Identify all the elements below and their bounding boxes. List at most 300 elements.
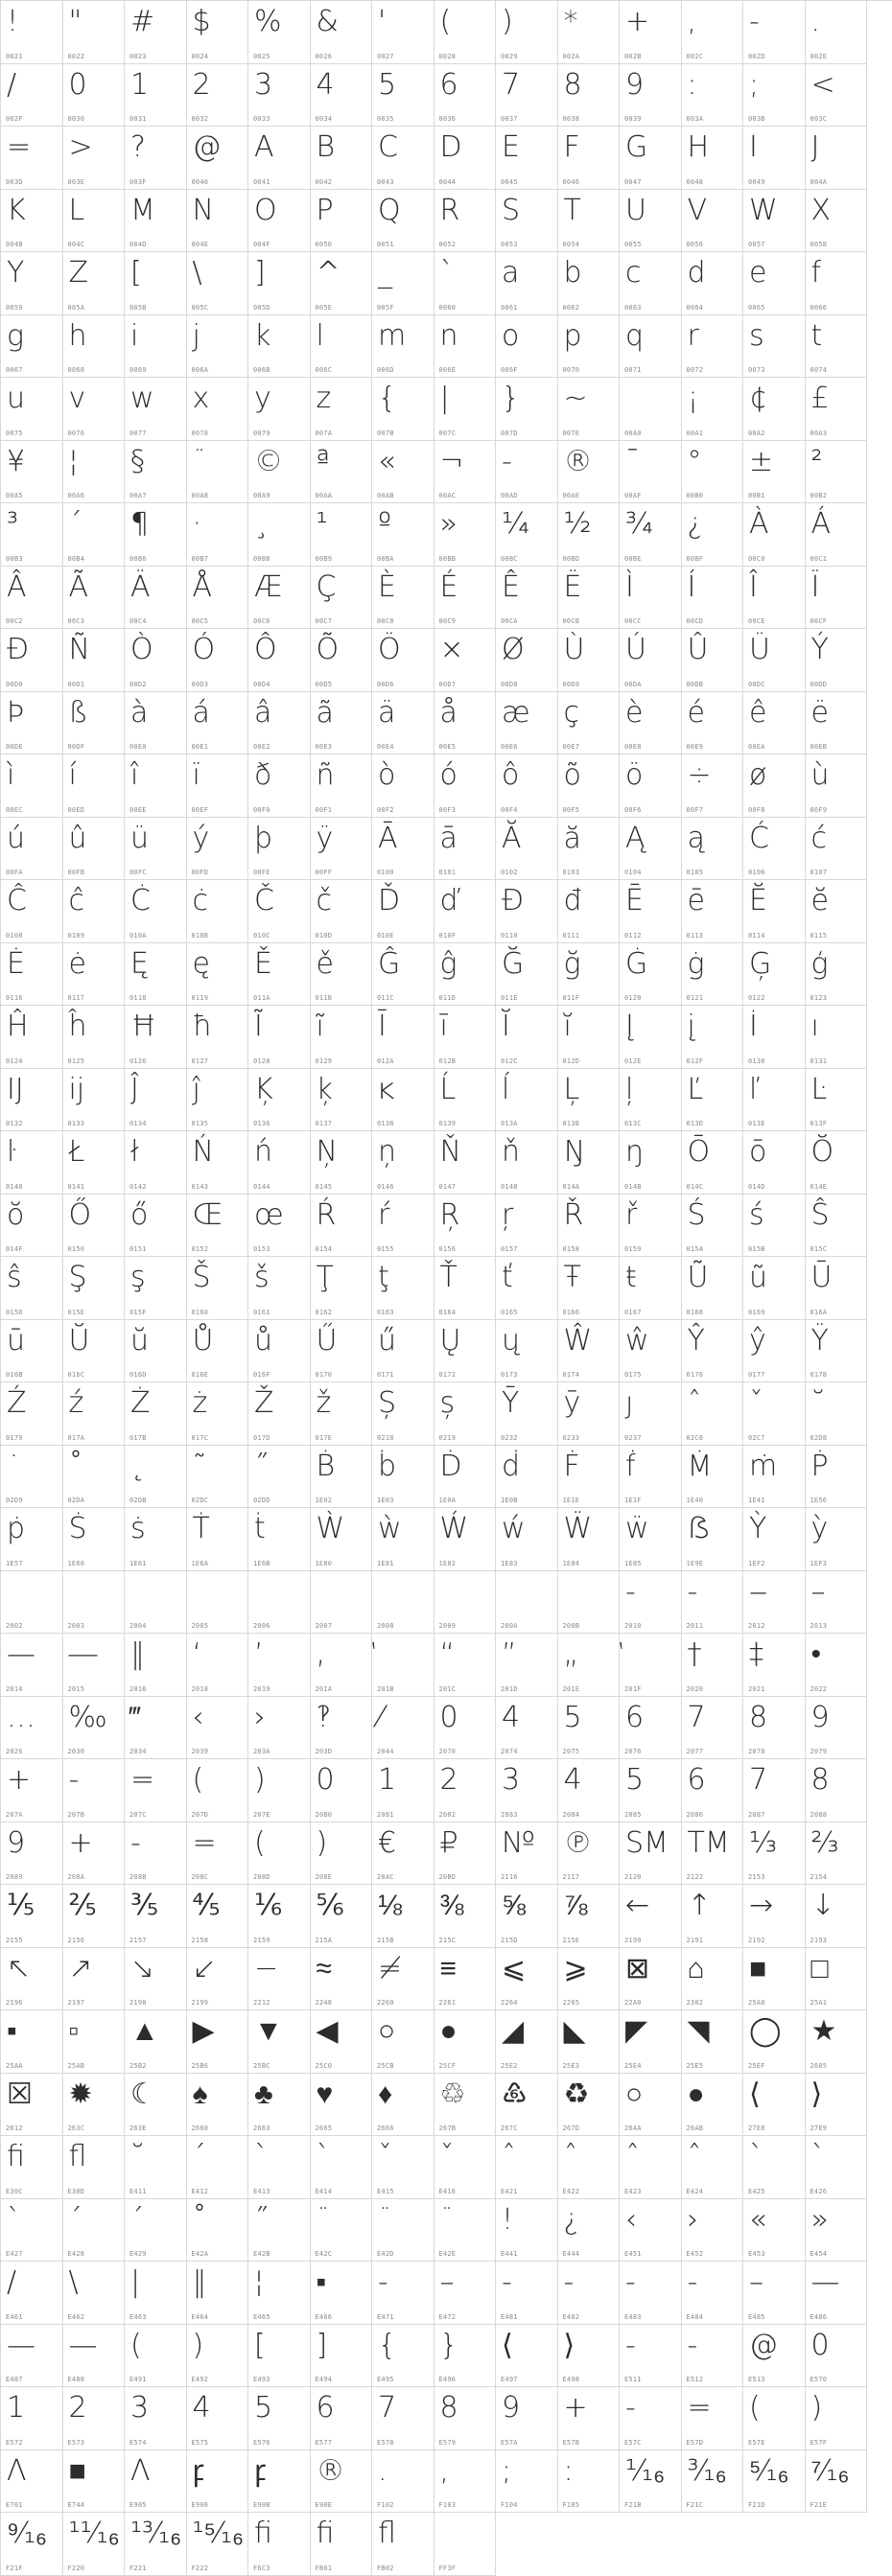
glyph-cell[interactable] [125, 754, 187, 818]
glyph-cell[interactable] [558, 1697, 621, 1760]
glyph-cell[interactable] [620, 880, 682, 943]
glyph-cell[interactable] [806, 2136, 868, 2199]
glyph-cell[interactable] [743, 1006, 806, 1069]
glyph-cell[interactable] [620, 127, 682, 190]
glyph-cell[interactable] [187, 1822, 249, 1886]
glyph-cell[interactable] [558, 1382, 621, 1446]
glyph-cell[interactable] [620, 378, 682, 441]
glyph-cell[interactable] [187, 1, 249, 64]
glyph-cell[interactable] [311, 629, 373, 692]
glyph-cell[interactable] [806, 190, 868, 253]
glyph-cell[interactable] [311, 1446, 373, 1509]
glyph-cell[interactable] [63, 567, 126, 630]
glyph-cell[interactable] [125, 1382, 187, 1446]
glyph-cell[interactable] [311, 1508, 373, 1571]
glyph-cell[interactable] [372, 378, 434, 441]
glyph-cell[interactable] [558, 880, 621, 943]
glyph-cell[interactable] [743, 880, 806, 943]
glyph-cell[interactable] [743, 818, 806, 881]
glyph-cell[interactable] [434, 629, 497, 692]
glyph-cell[interactable] [682, 567, 744, 630]
glyph-cell[interactable] [372, 692, 434, 755]
glyph-cell[interactable] [63, 2010, 126, 2074]
glyph-cell[interactable] [682, 2074, 744, 2137]
glyph-cell[interactable] [248, 2325, 311, 2388]
glyph-cell[interactable] [1, 2387, 63, 2450]
glyph-cell[interactable] [187, 2136, 249, 2199]
glyph-cell[interactable] [187, 2010, 249, 2074]
glyph-cell[interactable] [496, 1382, 558, 1446]
glyph-cell[interactable] [682, 1885, 744, 1948]
glyph-cell[interactable] [248, 567, 311, 630]
glyph-cell[interactable] [63, 818, 126, 881]
glyph-cell[interactable] [63, 127, 126, 190]
glyph-cell[interactable] [311, 692, 373, 755]
glyph-cell[interactable] [125, 1885, 187, 1948]
glyph-cell[interactable] [620, 441, 682, 504]
glyph-cell[interactable] [248, 692, 311, 755]
glyph-cell[interactable] [125, 503, 187, 567]
glyph-cell[interactable] [496, 1, 558, 64]
glyph-cell[interactable] [806, 2199, 868, 2263]
glyph-cell[interactable] [248, 1759, 311, 1822]
glyph-cell[interactable] [248, 1508, 311, 1571]
glyph-cell[interactable] [311, 1571, 373, 1635]
glyph-cell[interactable] [311, 64, 373, 128]
glyph-cell[interactable] [743, 1320, 806, 1383]
glyph-cell[interactable] [620, 1948, 682, 2011]
glyph-cell[interactable] [125, 2136, 187, 2199]
glyph-cell[interactable] [743, 1885, 806, 1948]
glyph-cell[interactable] [558, 2325, 621, 2388]
glyph-cell[interactable] [682, 190, 744, 253]
glyph-cell[interactable] [806, 1069, 868, 1132]
glyph-cell[interactable] [63, 315, 126, 379]
glyph-cell[interactable] [311, 1195, 373, 1258]
glyph-cell[interactable] [743, 1634, 806, 1697]
glyph-cell[interactable] [434, 1257, 497, 1320]
glyph-cell[interactable] [187, 818, 249, 881]
glyph-cell[interactable] [620, 692, 682, 755]
glyph-cell[interactable] [558, 441, 621, 504]
glyph-cell[interactable] [1, 2074, 63, 2137]
glyph-cell[interactable] [434, 252, 497, 315]
glyph-cell[interactable] [682, 1320, 744, 1383]
glyph-cell[interactable] [187, 503, 249, 567]
glyph-cell[interactable] [187, 2325, 249, 2388]
glyph-cell[interactable] [743, 2325, 806, 2388]
glyph-cell[interactable] [187, 1948, 249, 2011]
glyph-cell[interactable] [806, 2387, 868, 2450]
glyph-cell[interactable] [248, 1006, 311, 1069]
glyph-cell[interactable] [125, 2010, 187, 2074]
glyph-cell[interactable] [125, 127, 187, 190]
glyph-cell[interactable] [434, 2199, 497, 2263]
glyph-cell[interactable] [743, 1446, 806, 1509]
glyph-cell[interactable] [1, 1948, 63, 2011]
glyph-cell[interactable] [63, 2450, 126, 2514]
glyph-cell[interactable] [496, 2074, 558, 2137]
glyph-cell[interactable] [434, 190, 497, 253]
glyph-cell[interactable] [1, 64, 63, 128]
glyph-cell[interactable] [806, 2262, 868, 2325]
glyph-cell[interactable] [311, 1948, 373, 2011]
glyph-cell[interactable] [496, 1697, 558, 1760]
glyph-cell[interactable] [1, 629, 63, 692]
glyph-cell[interactable] [187, 692, 249, 755]
glyph-cell[interactable] [682, 2325, 744, 2388]
glyph-cell[interactable] [620, 629, 682, 692]
glyph-cell[interactable] [496, 692, 558, 755]
glyph-cell[interactable] [496, 1195, 558, 1258]
glyph-cell[interactable] [1, 503, 63, 567]
glyph-cell[interactable] [125, 2450, 187, 2514]
glyph-cell[interactable] [620, 2199, 682, 2263]
glyph-cell[interactable] [806, 2074, 868, 2137]
glyph-cell[interactable] [1, 1069, 63, 1132]
glyph-cell[interactable] [125, 2199, 187, 2263]
glyph-cell[interactable] [806, 127, 868, 190]
glyph-cell[interactable] [682, 315, 744, 379]
glyph-cell[interactable] [1, 1508, 63, 1571]
glyph-cell[interactable] [682, 1759, 744, 1822]
glyph-cell[interactable] [63, 943, 126, 1007]
glyph-cell[interactable] [558, 190, 621, 253]
glyph-cell[interactable] [558, 378, 621, 441]
glyph-cell[interactable] [434, 880, 497, 943]
glyph-cell[interactable] [806, 2010, 868, 2074]
glyph-cell[interactable] [125, 1257, 187, 1320]
glyph-cell[interactable] [682, 1822, 744, 1886]
glyph-cell[interactable] [1, 567, 63, 630]
glyph-cell[interactable] [743, 503, 806, 567]
glyph-cell[interactable] [125, 252, 187, 315]
glyph-cell[interactable] [496, 754, 558, 818]
glyph-cell[interactable] [806, 1822, 868, 1886]
glyph-cell[interactable] [125, 64, 187, 128]
glyph-cell[interactable] [187, 1131, 249, 1195]
glyph-cell[interactable] [372, 1571, 434, 1635]
glyph-cell[interactable] [806, 252, 868, 315]
glyph-cell[interactable] [496, 378, 558, 441]
glyph-cell[interactable] [125, 1508, 187, 1571]
glyph-cell[interactable] [248, 2450, 311, 2514]
glyph-cell[interactable] [496, 2387, 558, 2450]
glyph-cell[interactable] [682, 252, 744, 315]
glyph-cell[interactable] [558, 1257, 621, 1320]
glyph-cell[interactable] [248, 2387, 311, 2450]
glyph-cell[interactable] [434, 1697, 497, 1760]
glyph-cell[interactable] [372, 252, 434, 315]
glyph-cell[interactable] [187, 1006, 249, 1069]
glyph-cell[interactable] [1, 2450, 63, 2514]
glyph-cell[interactable] [248, 1131, 311, 1195]
glyph-cell[interactable] [743, 2387, 806, 2450]
glyph-cell[interactable] [63, 2199, 126, 2263]
glyph-cell[interactable] [63, 880, 126, 943]
glyph-cell[interactable] [620, 1508, 682, 1571]
glyph-cell[interactable] [806, 1508, 868, 1571]
glyph-cell[interactable] [1, 1131, 63, 1195]
glyph-cell[interactable] [434, 1320, 497, 1383]
glyph-cell[interactable] [1, 1195, 63, 1258]
glyph-cell[interactable] [311, 754, 373, 818]
glyph-cell[interactable] [1, 1571, 63, 1635]
glyph-cell[interactable] [125, 1006, 187, 1069]
glyph-cell[interactable] [743, 1195, 806, 1258]
glyph-cell[interactable] [434, 315, 497, 379]
glyph-cell[interactable] [496, 2199, 558, 2263]
glyph-cell[interactable] [806, 1571, 868, 1635]
glyph-cell[interactable] [434, 2387, 497, 2450]
glyph-cell[interactable] [63, 2136, 126, 2199]
glyph-cell[interactable] [806, 754, 868, 818]
glyph-cell[interactable] [743, 2450, 806, 2514]
glyph-cell[interactable] [125, 1822, 187, 1886]
glyph-cell[interactable] [620, 315, 682, 379]
glyph-cell[interactable] [620, 567, 682, 630]
glyph-cell[interactable] [1, 1006, 63, 1069]
glyph-cell[interactable] [248, 2010, 311, 2074]
glyph-cell[interactable] [806, 503, 868, 567]
glyph-cell[interactable] [125, 629, 187, 692]
glyph-cell[interactable] [311, 943, 373, 1007]
glyph-cell[interactable] [372, 1, 434, 64]
glyph-cell[interactable] [125, 1446, 187, 1509]
glyph-cell[interactable] [682, 1697, 744, 1760]
glyph-cell[interactable] [187, 1195, 249, 1258]
glyph-cell[interactable] [558, 567, 621, 630]
glyph-cell[interactable] [63, 1006, 126, 1069]
glyph-cell[interactable] [187, 1069, 249, 1132]
glyph-cell[interactable] [63, 1, 126, 64]
glyph-cell[interactable] [743, 1759, 806, 1822]
glyph-cell[interactable] [682, 1257, 744, 1320]
glyph-cell[interactable] [434, 1508, 497, 1571]
glyph-cell[interactable] [1, 441, 63, 504]
glyph-cell[interactable] [311, 503, 373, 567]
glyph-cell[interactable] [743, 315, 806, 379]
glyph-cell[interactable] [682, 880, 744, 943]
glyph-cell[interactable] [372, 1257, 434, 1320]
glyph-cell[interactable] [372, 190, 434, 253]
glyph-cell[interactable] [682, 754, 744, 818]
glyph-cell[interactable] [63, 64, 126, 128]
glyph-cell[interactable] [63, 1508, 126, 1571]
glyph-cell[interactable] [496, 1885, 558, 1948]
glyph-cell[interactable] [620, 943, 682, 1007]
glyph-cell[interactable] [63, 1195, 126, 1258]
glyph-cell[interactable] [248, 1697, 311, 1760]
glyph-cell[interactable] [187, 2450, 249, 2514]
glyph-cell[interactable] [558, 1069, 621, 1132]
glyph-cell[interactable] [63, 503, 126, 567]
glyph-cell[interactable] [806, 1257, 868, 1320]
glyph-cell[interactable] [187, 754, 249, 818]
glyph-cell[interactable] [743, 1257, 806, 1320]
glyph-cell[interactable] [187, 1885, 249, 1948]
glyph-cell[interactable] [63, 1634, 126, 1697]
glyph-cell[interactable] [125, 1697, 187, 1760]
glyph-cell[interactable] [682, 1382, 744, 1446]
glyph-cell[interactable] [743, 567, 806, 630]
glyph-cell[interactable] [248, 629, 311, 692]
glyph-cell[interactable] [558, 1948, 621, 2011]
glyph-cell[interactable] [434, 1822, 497, 1886]
glyph-cell[interactable] [434, 1948, 497, 2011]
glyph-cell[interactable] [682, 629, 744, 692]
glyph-cell[interactable] [620, 2136, 682, 2199]
glyph-cell[interactable] [1, 2262, 63, 2325]
glyph-cell[interactable] [187, 64, 249, 128]
glyph-cell[interactable] [248, 943, 311, 1007]
glyph-cell[interactable] [434, 441, 497, 504]
glyph-cell[interactable] [125, 1571, 187, 1635]
glyph-cell[interactable] [620, 1446, 682, 1509]
glyph-cell[interactable] [125, 2074, 187, 2137]
glyph-cell[interactable] [682, 2450, 744, 2514]
glyph-cell[interactable] [372, 1195, 434, 1258]
glyph-cell[interactable] [682, 441, 744, 504]
glyph-cell[interactable] [558, 127, 621, 190]
glyph-cell[interactable] [558, 2262, 621, 2325]
glyph-cell[interactable] [743, 2136, 806, 2199]
glyph-cell[interactable] [311, 1634, 373, 1697]
glyph-cell[interactable] [434, 567, 497, 630]
glyph-cell[interactable] [558, 2387, 621, 2450]
glyph-cell[interactable] [496, 818, 558, 881]
glyph-cell[interactable] [248, 127, 311, 190]
glyph-cell[interactable] [125, 1069, 187, 1132]
glyph-cell[interactable] [743, 64, 806, 128]
glyph-cell[interactable] [682, 1069, 744, 1132]
glyph-cell[interactable] [372, 2010, 434, 2074]
glyph-cell[interactable] [434, 1634, 497, 1697]
glyph-cell[interactable] [496, 315, 558, 379]
glyph-cell[interactable] [806, 880, 868, 943]
glyph-cell[interactable] [620, 1195, 682, 1258]
glyph-cell[interactable] [311, 1, 373, 64]
glyph-cell[interactable] [496, 1131, 558, 1195]
glyph-cell[interactable] [496, 1948, 558, 2011]
glyph-cell[interactable] [187, 127, 249, 190]
glyph-cell[interactable] [125, 1320, 187, 1383]
glyph-cell[interactable] [1, 190, 63, 253]
glyph-cell[interactable] [620, 1571, 682, 1635]
glyph-cell[interactable] [125, 2325, 187, 2388]
glyph-cell[interactable] [496, 2325, 558, 2388]
glyph-cell[interactable] [682, 1006, 744, 1069]
glyph-cell[interactable] [372, 1069, 434, 1132]
glyph-cell[interactable] [187, 2074, 249, 2137]
glyph-cell[interactable] [558, 1, 621, 64]
glyph-cell[interactable] [187, 1697, 249, 1760]
glyph-cell[interactable] [125, 818, 187, 881]
glyph-cell[interactable] [682, 503, 744, 567]
glyph-cell[interactable] [496, 1069, 558, 1132]
glyph-cell[interactable] [496, 1822, 558, 1886]
glyph-cell[interactable] [311, 1822, 373, 1886]
glyph-cell[interactable] [248, 2513, 311, 2576]
glyph-cell[interactable] [125, 1, 187, 64]
glyph-cell[interactable] [1, 880, 63, 943]
glyph-cell[interactable] [63, 378, 126, 441]
glyph-cell[interactable] [372, 1759, 434, 1822]
glyph-cell[interactable] [806, 315, 868, 379]
glyph-cell[interactable] [558, 1320, 621, 1383]
glyph-cell[interactable] [311, 2387, 373, 2450]
glyph-cell[interactable] [248, 503, 311, 567]
glyph-cell[interactable] [806, 1948, 868, 2011]
glyph-cell[interactable] [248, 880, 311, 943]
glyph-cell[interactable] [806, 818, 868, 881]
glyph-cell[interactable] [311, 818, 373, 881]
glyph-cell[interactable] [743, 2262, 806, 2325]
glyph-cell[interactable] [434, 1885, 497, 1948]
glyph-cell[interactable] [248, 754, 311, 818]
glyph-cell[interactable] [434, 1006, 497, 1069]
glyph-cell[interactable] [496, 441, 558, 504]
glyph-cell[interactable] [1, 1, 63, 64]
glyph-cell[interactable] [63, 1446, 126, 1509]
glyph-cell[interactable] [63, 190, 126, 253]
glyph-cell[interactable] [248, 818, 311, 881]
glyph-cell[interactable] [496, 1571, 558, 1635]
glyph-cell[interactable] [434, 1446, 497, 1509]
glyph-cell[interactable] [248, 252, 311, 315]
glyph-cell[interactable] [248, 1382, 311, 1446]
glyph-cell[interactable] [1, 1446, 63, 1509]
glyph-cell[interactable] [434, 1571, 497, 1635]
glyph-cell[interactable] [372, 2450, 434, 2514]
glyph-cell[interactable] [248, 1822, 311, 1886]
glyph-cell[interactable] [187, 2262, 249, 2325]
glyph-cell[interactable] [806, 567, 868, 630]
glyph-cell[interactable] [496, 567, 558, 630]
glyph-cell[interactable] [620, 503, 682, 567]
glyph-cell[interactable] [496, 1634, 558, 1697]
glyph-cell[interactable] [496, 1446, 558, 1509]
glyph-cell[interactable] [496, 880, 558, 943]
glyph-cell[interactable] [620, 1257, 682, 1320]
glyph-cell[interactable] [682, 1195, 744, 1258]
glyph-cell[interactable] [558, 1759, 621, 1822]
glyph-cell[interactable] [248, 1320, 311, 1383]
glyph-cell[interactable] [125, 567, 187, 630]
glyph-cell[interactable] [311, 2513, 373, 2576]
glyph-cell[interactable] [1, 1697, 63, 1760]
glyph-cell[interactable] [558, 2450, 621, 2514]
glyph-cell[interactable] [311, 1885, 373, 1948]
glyph-cell[interactable] [743, 1382, 806, 1446]
glyph-cell[interactable] [682, 1948, 744, 2011]
glyph-cell[interactable] [434, 378, 497, 441]
glyph-cell[interactable] [806, 1446, 868, 1509]
glyph-cell[interactable] [806, 692, 868, 755]
glyph-cell[interactable] [311, 1131, 373, 1195]
glyph-cell[interactable] [496, 127, 558, 190]
glyph-cell[interactable] [372, 2074, 434, 2137]
glyph-cell[interactable] [125, 1759, 187, 1822]
glyph-cell[interactable] [1, 1759, 63, 1822]
glyph-cell[interactable] [558, 252, 621, 315]
glyph-cell[interactable] [63, 441, 126, 504]
glyph-cell[interactable] [63, 252, 126, 315]
glyph-cell[interactable] [372, 2136, 434, 2199]
glyph-cell[interactable] [125, 2387, 187, 2450]
glyph-cell[interactable] [372, 127, 434, 190]
glyph-cell[interactable] [496, 629, 558, 692]
